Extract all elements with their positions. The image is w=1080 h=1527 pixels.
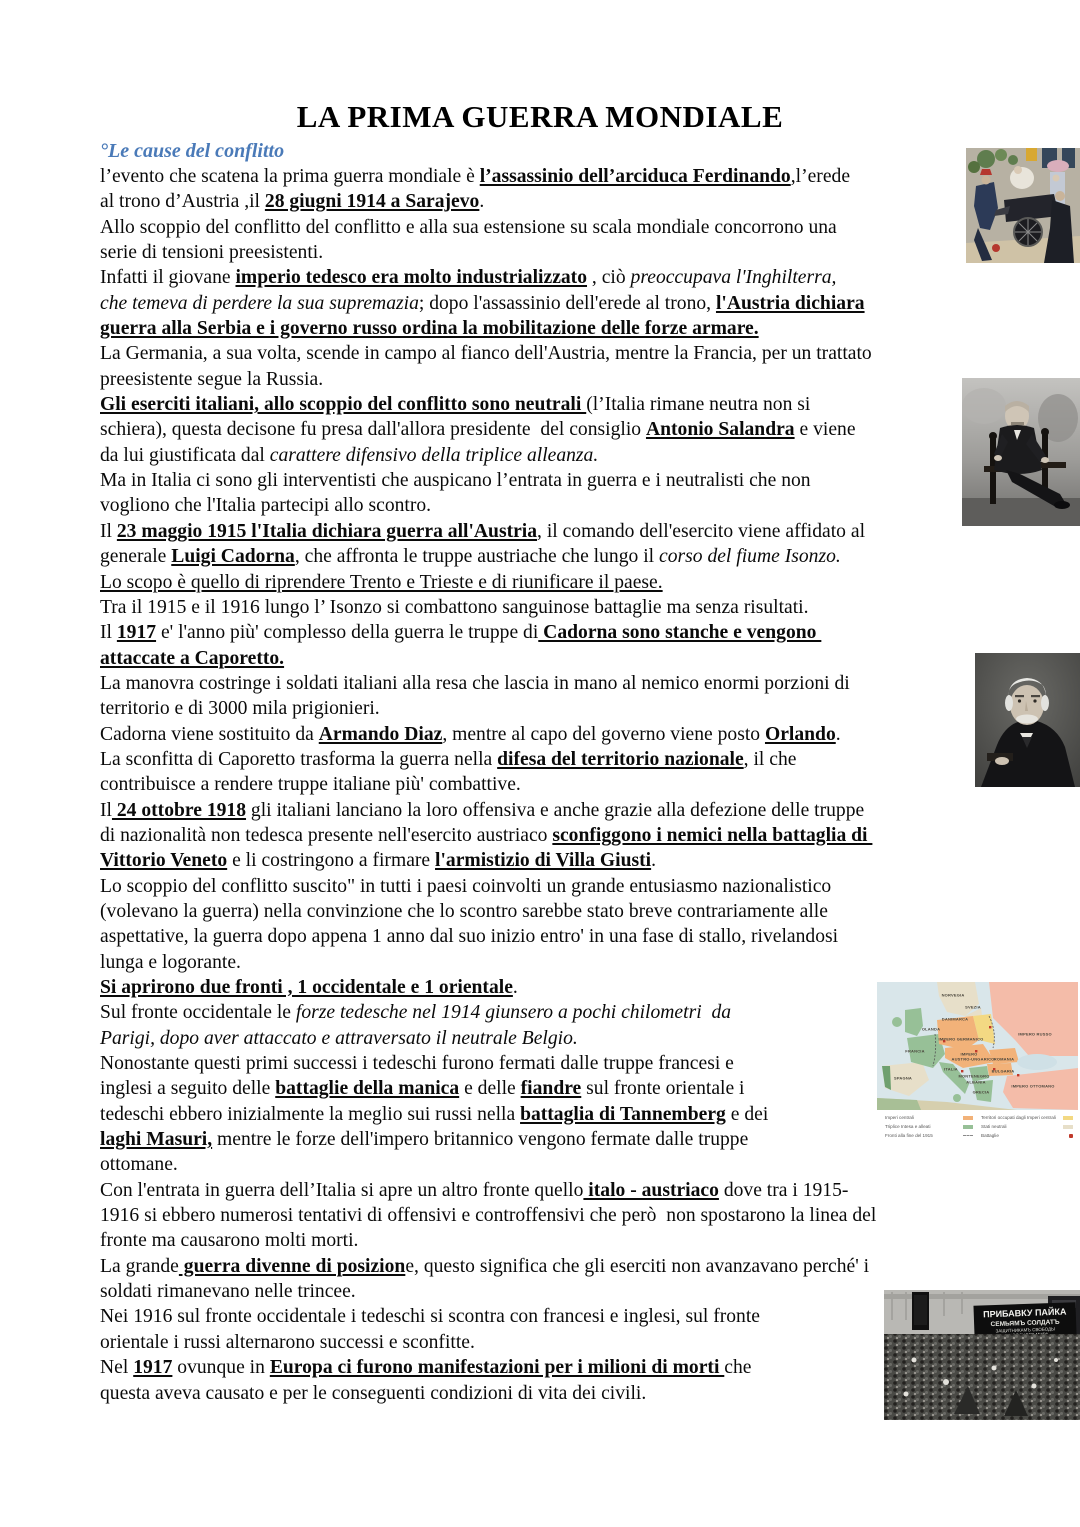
map-legend-right — [981, 1113, 1073, 1140]
text-segment: La Germania, a sua volta, scende in campo al fianco dell'Austria, mentre la Francia, per un trattato — [100, 343, 872, 365]
map-legend-row — [981, 1122, 1073, 1131]
text-line — [100, 722, 985, 747]
text-segment: Tra il 1915 e il 1916 lungo l’ Isonzo si combattono sanguinose battaglie ma senza risultati. — [100, 596, 809, 618]
text-line — [100, 215, 985, 240]
text-line — [100, 848, 985, 873]
text-line — [100, 519, 985, 544]
text-line — [100, 595, 985, 620]
text-segment: territorio e di 3000 mila prigionieri. — [100, 698, 380, 720]
text-segment: inglesi a seguito delle — [100, 1078, 276, 1100]
text-segment: l’evento che scatena la prima guerra mondiale è — [100, 166, 480, 187]
text-line — [100, 1178, 985, 1203]
text-line — [100, 1076, 985, 1101]
text-line — [100, 1381, 985, 1406]
text-line — [100, 341, 985, 366]
text-segment: . — [835, 723, 841, 745]
banner-text-line1: ПРИБАВКУ ПАЙКА — [982, 1306, 1067, 1320]
map-legend-label: Battaglie — [981, 1133, 999, 1138]
text-segment: imperio tedesco era molto industrializzato — [235, 267, 588, 289]
text-segment: . — [651, 850, 657, 872]
text-segment: Infatti il giovane — [100, 267, 236, 289]
text-segment: Nei 1916 sul fronte occidentale i tedeschi si scontra con francesi e inglesi, sul fronte — [100, 1306, 760, 1328]
map-legend-row — [981, 1131, 1073, 1140]
text-line — [100, 899, 985, 924]
map-legend — [877, 1110, 1078, 1143]
text-segment: Sul fronte occidentale le — [100, 1002, 296, 1024]
text-segment: , il comando dell'esercito viene affidato al — [537, 520, 866, 542]
text-line — [100, 544, 985, 569]
text-line — [100, 1254, 985, 1279]
map-legend-key-swatch — [963, 1116, 973, 1120]
map-region-label: FRANCIA — [905, 1048, 925, 1054]
text-segment: contribuisce a rendere truppe italiane più' combattive. — [100, 774, 521, 796]
text-segment: Cadorna sono stanche e vengono — [538, 622, 822, 644]
text-segment: , il che — [743, 748, 797, 770]
text-segment: forze tedesche nel 1914 giunsero a pochi chilometri da — [295, 1002, 732, 1024]
demonstration-crowd-photo — [884, 1290, 1080, 1420]
map-region-label: SVEZIA — [965, 1004, 981, 1010]
salandra-portrait-art — [962, 378, 1080, 526]
text-segment: aspettative, la guerra dopo appena 1 anno dal suo inizio entro' in una fase di stallo, rivelandosi — [100, 926, 839, 948]
map-legend-row — [885, 1122, 973, 1131]
text-segment: che temeva di perdere la sua supremazia — [100, 292, 419, 314]
text-segment: , ciò — [587, 267, 631, 289]
text-line — [100, 392, 985, 417]
crowd-photo-art — [884, 1290, 1080, 1420]
text-segment: l'armistizio di Villa Giusti — [435, 850, 652, 872]
text-segment: attaccate a Caporetto. — [100, 647, 285, 669]
text-segment: La sconfitta di Caporetto trasforma la guerra nella — [100, 748, 498, 770]
text-segment: l’assassinio dell’arciduca Ferdinando — [479, 166, 791, 187]
text-line — [100, 417, 985, 442]
text-segment: Il — [100, 622, 117, 644]
text-segment: Vittorio Veneto — [100, 850, 228, 872]
text-line — [100, 747, 985, 772]
map-legend-label: Territori occupati dagli Imperi centrali — [981, 1115, 1056, 1120]
map-legend-key-swatch — [1063, 1125, 1073, 1129]
text-segment: e li costringono a firmare — [227, 850, 436, 872]
text-segment: questa aveva causato e per le conseguenti condizioni di vita dei civili. — [100, 1382, 647, 1404]
text-segment: (volevano la guerra) nella convinzione che lo scontro sarebbe stato breve contrariamente alle — [100, 900, 828, 922]
text-line — [100, 1279, 985, 1304]
text-line — [100, 1152, 985, 1177]
vittorio-orlando-portrait — [975, 653, 1080, 787]
text-segment: sul fronte orientale i — [581, 1078, 745, 1100]
text-line — [100, 975, 985, 1000]
text-segment: Orlando — [764, 723, 836, 745]
text-line — [100, 443, 985, 468]
map-legend-row — [885, 1113, 973, 1122]
text-segment: vogliono che l'Italia partecipi allo scontro. — [100, 495, 432, 517]
text-line — [100, 696, 985, 721]
map-region-label: GRECIA — [972, 1089, 990, 1095]
text-segment: La manovra costringe i soldati italiani alla resa che lascia in mano al nemico enormi porzioni di — [100, 672, 850, 694]
text-segment: guerra alla Serbia e i governo russo ordina la mobilitazione delle forze armare. — [100, 318, 759, 340]
map-region-label: SPAGNA — [893, 1075, 913, 1081]
assassination-of-ferdinand-illustration — [966, 148, 1080, 263]
antonio-salandra-portrait — [962, 378, 1080, 526]
text-segment: 28 giugni 1914 a Sarajevo — [264, 191, 480, 213]
text-segment: Europa ci furono manifestazioni per i milioni di morti — [269, 1357, 725, 1379]
text-line — [100, 1330, 985, 1355]
map-region-label: IMPERO GERMANICO — [938, 1036, 984, 1042]
text-segment: 23 maggio 1915 l'Italia dichiara guerra all'Austria — [116, 520, 538, 542]
text-segment: Armando Diaz — [318, 723, 443, 745]
map-region-label: ALBANIA — [966, 1079, 986, 1085]
orlando-portrait-art — [975, 653, 1080, 787]
text-line — [100, 671, 985, 696]
text-segment: Nel — [100, 1357, 134, 1379]
text-segment: Lo scopo è quello di riprendere Trento e Trieste e di riunificare il paese. — [100, 571, 663, 593]
map-legend-label: Triplice Intesa e alleati — [885, 1124, 931, 1129]
text-segment: dove tra i 1915- — [718, 1179, 849, 1201]
text-line — [100, 1304, 985, 1329]
map-region-label: ROMANIA — [993, 1056, 1015, 1062]
text-segment: Con l'entrata in guerra dell’Italia si apre un altro fronte quello — [100, 1179, 584, 1201]
map-legend-key-swatch — [1063, 1116, 1073, 1120]
text-segment: al trono d’Austria ,il — [100, 191, 265, 213]
text-segment: lunga e logorante. — [100, 951, 241, 973]
text-line — [100, 874, 985, 899]
text-segment: Parigi, dopo aver attaccato e attraversato il neutrale Belgio. — [100, 1027, 578, 1049]
text-segment: da lui giustificata dal — [100, 444, 270, 466]
text-segment: serie di tensioni preesistenti. — [100, 242, 324, 264]
text-segment: l'Austria dichiara — [715, 292, 865, 314]
text-line — [100, 772, 985, 797]
text-line — [100, 924, 985, 949]
map-legend-label: Stati neutrali — [981, 1124, 1007, 1129]
text-segment: guerra divenne di posizion — [178, 1255, 406, 1277]
map-region-label: IMPERO RUSSO — [1018, 1031, 1052, 1037]
text-segment: . — [479, 191, 485, 213]
text-line — [100, 1026, 985, 1051]
text-segment: carattere difensivo della triplice alleanza. — [269, 444, 599, 466]
text-line — [100, 1102, 985, 1127]
text-line — [100, 1355, 985, 1380]
text-line — [100, 1048, 985, 1076]
text-segment: Il — [100, 799, 112, 821]
text-segment: che — [724, 1357, 752, 1379]
map-legend-left — [885, 1113, 973, 1140]
text-segment: e, questo significa che gli eserciti non avanzavano perché' i — [405, 1255, 870, 1277]
text-segment: , mentre al capo del governo viene posto — [442, 723, 765, 745]
text-segment: battaglie della manica — [275, 1078, 460, 1100]
text-line — [100, 240, 985, 265]
text-segment: Antonio Salandra — [645, 419, 795, 441]
text-segment: difesa del territorio nazionale — [497, 748, 744, 770]
text-segment: , che affronta le truppe austriache che lungo il — [294, 546, 659, 568]
text-segment: Il — [100, 520, 117, 542]
text-segment: e dei — [725, 1103, 769, 1125]
text-line — [100, 1000, 985, 1025]
text-segment: fiandre — [520, 1078, 582, 1100]
text-line — [100, 823, 985, 848]
map-legend-label: Fronti alla fine del 1915 — [885, 1133, 933, 1138]
text-segment: 1916 si ebbero numerosi tentativi di offensivi e controffensivi che però non spostarono la linea del — [100, 1205, 877, 1227]
text-segment: italo - austriaco — [583, 1179, 719, 1201]
text-segment: La grande — [100, 1255, 179, 1277]
map-region-label: ITALIA — [944, 1066, 958, 1072]
text-line — [100, 1203, 985, 1228]
text-line — [100, 265, 985, 290]
europe-wwi-map — [877, 982, 1078, 1143]
text-segment: Si aprirono due fronti , 1 occidentale e 1 orientale — [100, 977, 513, 998]
map-legend-key-swatch — [963, 1125, 973, 1129]
text-line — [100, 291, 985, 316]
text-segment: Nonostante questi primi successi i tedeschi furono fermati dalle truppe francesi e — [100, 1053, 734, 1075]
text-segment: ; dopo l'assassinio dell'erede al trono, — [418, 292, 716, 314]
map-region-label: AUSTRO-UNGARICO — [951, 1056, 995, 1062]
text-segment: Ma in Italia ci sono gli interventisti che auspicano l’entrata in guerra e i neutralisti che non — [100, 470, 811, 492]
body-text — [100, 164, 985, 1406]
text-segment: Gli eserciti italiani, allo scoppio del conflitto sono neutrali — [100, 394, 587, 416]
map-legend-key-line — [963, 1135, 973, 1136]
text-segment: generale — [100, 546, 172, 568]
banner-text-line2: СЕМЬЯМЪ СОЛДАТЪ — [990, 1318, 1060, 1329]
map-region-label: IMPERO OTTOMANO — [1011, 1083, 1055, 1089]
text-segment: preesistente segue la Russia. — [100, 368, 324, 390]
text-segment: 24 ottobre 1918 — [111, 799, 247, 821]
text-segment: e viene — [794, 419, 856, 441]
text-line — [100, 367, 985, 392]
map-region-label: MONTENEGRO — [958, 1073, 990, 1079]
text-segment: gli italiani lanciano la loro offensiva e anche grazie alla defezione delle truppe — [246, 799, 865, 821]
map-legend-key-dot — [1069, 1134, 1073, 1138]
text-segment: e delle — [459, 1078, 521, 1100]
text-segment: 1917 — [116, 622, 157, 644]
map-region-label: BULGARIA — [991, 1068, 1015, 1074]
text-segment: Luigi Cadorna — [171, 546, 295, 568]
map-region-label: OLANDA — [921, 1026, 941, 1032]
text-segment: ,l’erede — [790, 166, 851, 187]
text-line — [100, 493, 985, 518]
text-segment: ovunque in — [172, 1357, 270, 1379]
text-line — [100, 646, 985, 671]
text-segment: Lo scoppio del conflitto suscito" in tutti i paesi coinvolti un grande entusiasmo nazionalistico — [100, 875, 832, 897]
text-segment: preoccupava l'Inghilterra, — [630, 267, 837, 289]
text-segment: ottomane. — [100, 1154, 178, 1176]
text-segment: schiera), questa decisone fu presa dall'allora presidente del consiglio — [100, 419, 646, 441]
text-line — [100, 950, 985, 975]
map-legend-label: Imperi centrali — [885, 1115, 914, 1120]
map-legend-row — [885, 1131, 973, 1140]
text-segment: corso del fiume Isonzo. — [659, 546, 841, 568]
map-region-label: NORVEGIA — [941, 992, 965, 998]
text-line — [100, 1228, 985, 1253]
text-segment: sconfiggono i nemici nella battaglia di — [552, 824, 873, 846]
text-line — [100, 164, 985, 189]
text-segment: tedeschi ebbero inizialmente la meglio sui russi nella — [100, 1103, 521, 1125]
text-line — [100, 316, 985, 341]
text-segment: mentre le forze dell'impero britannico vengono fermate dalle truppe — [212, 1129, 749, 1151]
text-segment: (l’Italia rimane neutra non si — [586, 394, 811, 416]
text-segment: . — [512, 977, 518, 998]
text-line — [100, 798, 985, 823]
map-region-label: DANIMARCA — [941, 1016, 969, 1022]
map-legend-row — [981, 1113, 1073, 1122]
map-region-label: IMPERO — [960, 1051, 978, 1057]
text-segment: laghi Masuri, — [100, 1129, 213, 1151]
text-segment: Allo scoppio del conflitto del conflitto e alla sua estensione su scala mondiale concorrono una — [100, 216, 837, 238]
text-segment: e' l'anno più' complesso della guerra le truppe di — [156, 622, 539, 644]
text-segment: di nazionalità non tedesca presente nell'esercito austriaco — [100, 824, 553, 846]
text-segment: battaglia di Tannemberg — [520, 1103, 726, 1125]
text-line — [100, 189, 985, 214]
text-line — [100, 620, 985, 645]
section-heading: °Le cause del conflitto — [100, 140, 285, 162]
text-segment: Cadorna viene sostituito da — [100, 723, 319, 745]
text-segment: orientale i russi alternarono successi e sconfitte. — [100, 1331, 475, 1353]
text-segment: fronte ma causarono molti morti. — [100, 1230, 359, 1252]
text-line — [100, 570, 985, 595]
text-segment: 1917 — [133, 1357, 173, 1379]
text-segment: soldati rimanevano nelle trincee. — [100, 1281, 356, 1303]
banner-text-line3: ЗАЩИТНИКАМЪ СВОБОДЫ — [995, 1326, 1056, 1334]
assassination-illustration-art — [966, 148, 1080, 263]
page-title: LA PRIMA GUERRA MONDIALE — [296, 99, 784, 134]
text-line — [100, 468, 985, 493]
text-line — [100, 1127, 985, 1152]
